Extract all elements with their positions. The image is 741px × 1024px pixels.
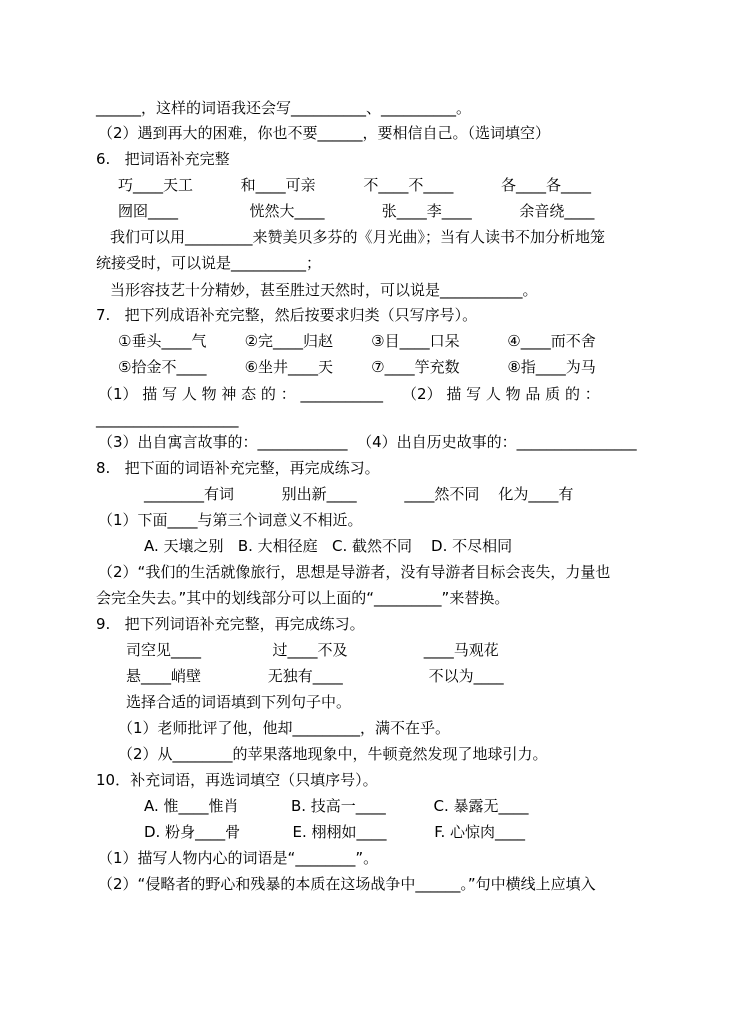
text-line: 巧____天工 和____可亲 不____不____ 各____各____ xyxy=(118,176,592,194)
text-line: ⑤拾金不____ ⑥坐井____天 ⑦____竽充数 ⑧指____为马 xyxy=(118,358,596,376)
text-line: ______，这样的词语我还会写__________、__________。 xyxy=(96,99,472,117)
text-line: （1）描写人物内心的词语是“________”。 xyxy=(98,849,379,867)
text-line: （1） 描 写 人 物 神 态 的 ： ___________ （2） 描 写 人 物 品 质 的 ： xyxy=(98,385,600,403)
text-line: 选择合适的词语填到下列句子中。 xyxy=(126,693,352,711)
text-line: （3）出自寓言故事的：____________ （4）出自历史故事的：________________ xyxy=(98,433,637,451)
text-line: （2）遇到再大的困难，你也不要______，要相信自己。（选词填空） xyxy=(98,124,551,142)
text-line: （2）“我们的生活就像旅行，思想是导游者，没有导游者目标会丧失，力量也 xyxy=(98,563,611,581)
text-line: （2）从________的苹果落地现象中，牛顿竟然发现了地球引力。 xyxy=(118,745,548,763)
text-line: （2）“侵略者的野心和残暴的本质在这场战争中______。”句中横线上应填入 xyxy=(98,875,596,893)
text-line: ___________________ xyxy=(96,410,239,428)
text-line: （1）老师批评了他，他却_________，满不在乎。 xyxy=(118,719,451,737)
text-line: 10．补充词语，再选词填空（只填序号）。 xyxy=(96,771,378,789)
text-line: （1）下面____与第三个词意义不相近。 xyxy=(98,511,363,529)
text-line: 9. 把下列词语补充完整，再完成练习。 xyxy=(96,615,365,633)
text-line: 6. 把词语补充完整 xyxy=(96,150,230,168)
text-line: 8. 把下面的词语补充完整，再完成练习。 xyxy=(96,459,380,477)
text-line: 悬____峭壁 无独有____ 不以为____ xyxy=(126,667,504,685)
text-line: 会完全失去。”其中的划线部分可以上面的“_________”来替换。 xyxy=(96,589,510,607)
text-line: 我们可以用_________来赞美贝多芬的《月光曲》；当有人读书不加分析地笼 xyxy=(110,228,606,246)
text-line: ①垂头____气 ②完____归赵 ③目____口呆 ④____而不舍 xyxy=(118,332,596,350)
text-line: 囫囵____ 恍然大____ 张____李____ 余音绕____ xyxy=(118,202,595,220)
text-line: A. 天壤之别 B. 大相径庭 C. 截然不同 D. 不尽相同 xyxy=(144,537,513,555)
text-line: D. 粉身____骨 E. 栩栩如____ F. 心惊肉____ xyxy=(144,823,525,841)
text-line: 统接受时，可以说是__________； xyxy=(96,254,322,272)
text-line: ________有词 别出新____ ____然不同 化为____有 xyxy=(144,485,574,503)
text-line: 司空见____ 过____不及 ____马观花 xyxy=(126,641,499,659)
text-line: 当形容技艺十分精妙，甚至胜过天然时，可以说是___________。 xyxy=(110,281,538,299)
text-line: 7. 把下列成语补充完整，然后按要求归类（只写序号）。 xyxy=(96,306,478,324)
text-line: A. 惟____惟肖 B. 技高一____ C. 暴露无____ xyxy=(144,797,529,815)
